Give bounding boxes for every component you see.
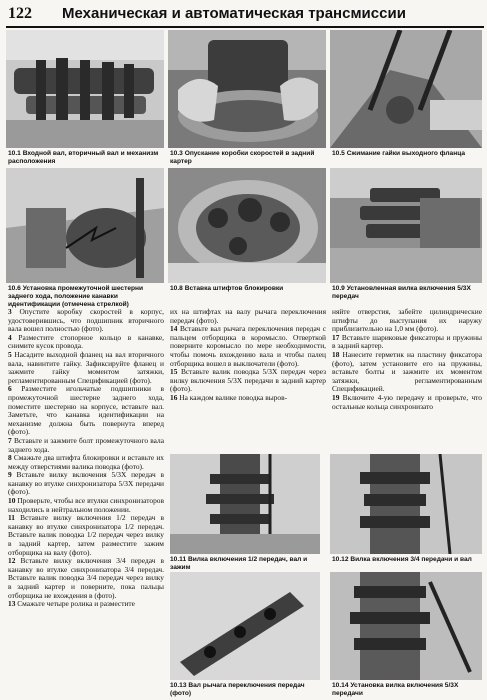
- paragraph-4: 4 Разместите стопорное кольцо в канавке, снимите кусок провода.: [8, 332, 164, 351]
- paragraph-9: 9 Вставьте вилку включения 5/3X передач в канавку во втулке синхронизатора 5/3X передачи (фото).: [8, 470, 164, 497]
- paragraph-14: 14 Вставьте вал рычага переключения передач с пальцем отборщика в коромысло. Отверткой поверните коромысло по мере необходимости, чтобы помочь вхождению вала и чтобы палец отборщика вошел в выключатели (фото).: [170, 324, 326, 368]
- photo-10-6: [6, 168, 164, 283]
- photo-10-8: [168, 168, 326, 283]
- photo-10-5: [330, 30, 482, 148]
- caption-10-12: 10.12 Вилка включения 3/4 передачи и вал: [332, 556, 472, 563]
- caption-10-9: 10.9 Установленная вилка включения 5/3X передач: [332, 285, 471, 300]
- text-column-2: [170, 308, 326, 403]
- page-number: 122: [8, 5, 32, 22]
- paragraph-12: 12 Вставьте вилку включения 3/4 передач в канавку во втулке синхронизатора 3/4 передач. Вставьте валик поводка 3/4 передач через вилку в задний картер и поверните, пока пальцы отборщика не вхождения в (фото).: [8, 556, 164, 600]
- photo-10-3: [168, 30, 326, 148]
- paragraph-3: 3 Опустите коробку скоростей в корпус, удостоверившись, что подшипник вторичного вала вошел полностью (фото).: [8, 307, 164, 334]
- paragraph-19: 19 Включите 4-ую передачу и проверьте, что остальные кольца синхронизато: [332, 392, 482, 411]
- paragraph-16-cont: няйте отверстия, забейте цилиндрические штифты до выступания их наружу приблизительно на 1,0 мм (фото).: [332, 307, 482, 334]
- paragraph-17: 17 Вставьте шариковые фиксаторы и пружины в задний картер.: [332, 332, 482, 351]
- text-column-3: [332, 308, 482, 411]
- photo-10-1: [6, 30, 164, 148]
- caption-10-8: 10.8 Вставка штифтов блокировки: [170, 285, 284, 292]
- paragraph-15: 15 Вставьте валик поводка 5/3X передач через вилку включения 5/3X передачи в задний картер (фото).: [170, 367, 326, 394]
- paragraph-7: 7 Вставьте и зажмите болт промежуточного вала заднего хода.: [8, 435, 164, 454]
- paragraph-13: 13 Смажьте четыре ролика и разместите: [8, 599, 135, 609]
- paragraph-13-cont: их на штифтах на валу рычага переключения передач (фото).: [170, 307, 326, 325]
- page-title: Механическая и автоматическая трансмиссии: [62, 5, 406, 22]
- paragraph-5: 5 Насадите выходной фланец на вал вторичного вала, навинтите гайку. Зафиксируйте фланец и зажмите гайку моментом затяжки, регламентированным Спецификацией (фото).: [8, 349, 164, 385]
- text-column-1: [8, 308, 164, 609]
- paragraph-10: 10 Проверьте, чтобы все втулки синхронизаторов находились в нейтральном положении.: [8, 496, 164, 514]
- photo-10-13: [170, 572, 320, 680]
- page-header: [6, 4, 484, 28]
- paragraph-16: 16 На каждом валике поводка выров-: [170, 392, 288, 402]
- paragraph-18: 18 Нанесите герметик на пластину фиксатора (фото), затем установите его на пружины, вставьте болты и зажмите их моментом затяжки, регламентированным Спецификацией.: [332, 349, 482, 394]
- caption-10-3: 10.3 Опускание коробки скоростей в задний картер: [170, 150, 315, 165]
- photo-10-14: [330, 572, 482, 680]
- photo-10-9: [330, 168, 482, 283]
- photo-10-12: [330, 454, 482, 554]
- caption-10-5: 10.5 Сжимание гайки выходного фланца: [332, 150, 465, 157]
- paragraph-8: 8 Смажьте два штифта блокировки и вставьте их между отверстиями валика поводка (фото).: [8, 453, 164, 471]
- photo-10-11: [170, 454, 320, 554]
- caption-10-1: 10.1 Входной вал, вторичный вал и механизм расположения: [8, 150, 159, 165]
- paragraph-11: 11 Вставьте вилку включения 1/2 передач в канавку во втулке синхронизатора 1/2 передач. Вставьте валик поводка 1/2 передач через вилку в задний картер, затем разместите зажим отборщика на валу (фото).: [8, 513, 164, 557]
- caption-10-11: 10.11 Вилка включения 1/2 передач, вал и зажим: [170, 556, 308, 571]
- caption-10-6: 10.6 Установка промежуточной шестерни заднего хода, положение канавки идентификации (отмечена стрелкой): [8, 285, 144, 308]
- caption-10-13: 10.13 Вал рычага переключения передач (фото): [170, 682, 305, 697]
- paragraph-6: 6 Разместите игольчатые подшипники в промежуточной шестерне заднего хода, поместите шестерню на корпусе, вставьте вал. Заметьте, что канавка идентификации на механизме должна быть повернута вперед (фото).: [8, 384, 164, 437]
- caption-10-14: 10.14 Установка вилка включения 5/3X передачи: [332, 682, 459, 697]
